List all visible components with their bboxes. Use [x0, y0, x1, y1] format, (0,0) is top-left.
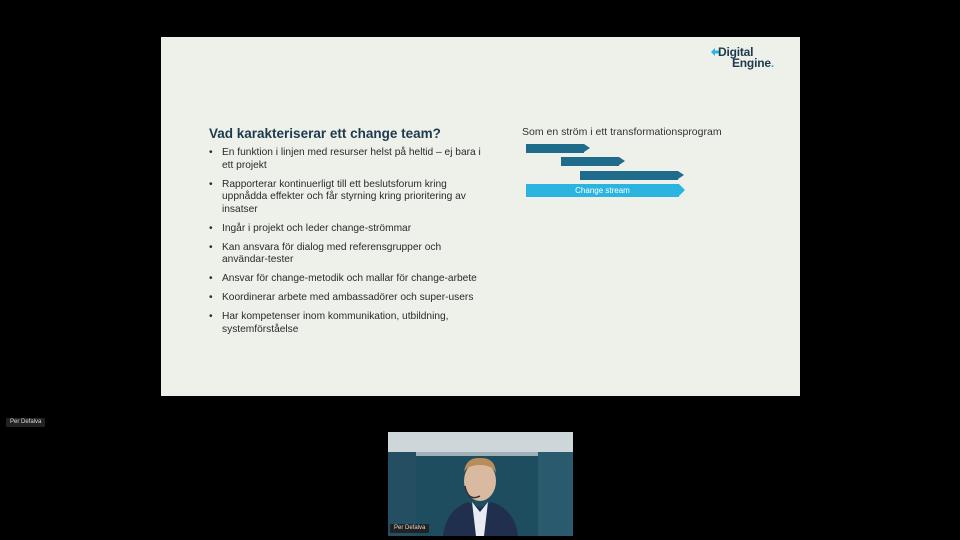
stream-arrow-body	[561, 157, 619, 166]
stream-arrow-head	[679, 184, 685, 196]
bullet-item: • Kan ansvara för dialog med referensgrupper och användar-tester	[209, 242, 481, 267]
bullet-item: • Rapporterar kontinuerligt till ett beslutsforum kring uppnådda effekter och får styrning kring prioritering av insatser	[209, 179, 481, 217]
digital-engine-logo	[710, 45, 790, 69]
video-name-tag: Per Defalva	[390, 524, 429, 533]
stream-arrow-3	[580, 171, 684, 180]
bullet-item: • Ingår i projekt och leder change-strömmar	[209, 223, 481, 236]
stream-arrow-1	[526, 144, 590, 153]
stream-arrow-head	[678, 171, 684, 179]
logo-dot: .	[770, 56, 774, 70]
change-stream-label: Change stream	[575, 186, 630, 195]
presentation-slide	[161, 37, 800, 396]
participant-video[interactable]	[388, 432, 573, 536]
change-stream-arrow	[526, 184, 685, 197]
logo-text-line2	[732, 57, 774, 69]
bullet-list	[209, 147, 481, 343]
bullet-item: • Koordinerar arbete med ambassadörer och super-users	[209, 292, 481, 305]
stream-arrow-head	[584, 144, 590, 152]
stream-arrow-head	[619, 157, 625, 165]
slide-heading: Vad karakteriserar ett change team?	[209, 126, 441, 141]
logo-text-line2-word: Engine	[732, 56, 771, 70]
bullet-item: • Ansvar för change-metodik och mallar för change-arbete	[209, 273, 481, 286]
bullet-item: • Har kompetenser inom kommunikation, utbildning, systemförståelse	[209, 311, 481, 336]
webcam-feed-illustration	[388, 432, 573, 536]
logo-text-line1: Digital	[718, 45, 754, 59]
bullet-item: • En funktion i linjen med resurser helst på heltid – ej bara i ett projekt	[209, 147, 481, 172]
speaker-name-tag: Per Defalva	[6, 418, 45, 427]
diagram-title: Som en ström i ett transformationsprogram	[522, 126, 722, 138]
stream-arrow-body	[580, 171, 678, 180]
stream-arrow-body	[526, 144, 584, 153]
stream-arrow-2	[561, 157, 625, 166]
